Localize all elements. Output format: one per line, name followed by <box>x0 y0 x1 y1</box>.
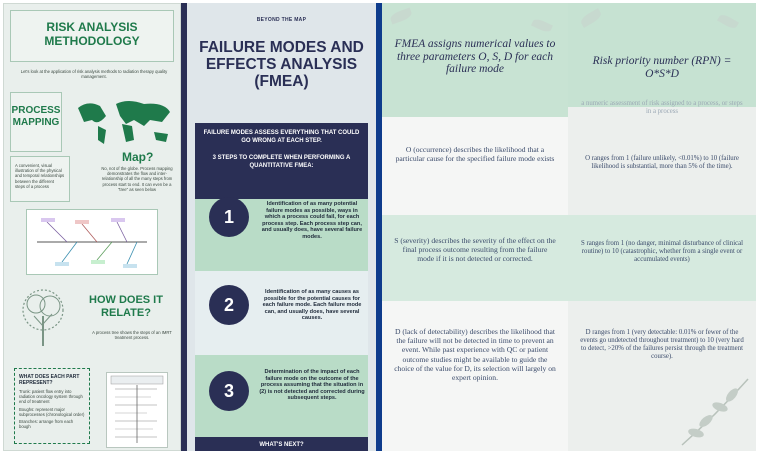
branch-item: Trunk: patient flow entry into radiation oncology system through end of treatment <box>19 389 83 405</box>
risk-analysis-panel <box>3 3 181 451</box>
step-text: Determination of the impact of each failure mode on the outcome of the process assuming that the situation in (2) is not detected and corrected during subsequent steps. <box>259 369 365 402</box>
rpn-title: Risk priority number (RPN) = O*S*D <box>592 55 732 80</box>
methodology-title: RISK ANALYSIS METHODOLOGY <box>44 20 140 48</box>
branch-legend-title: WHAT DOES EACH PART REPRESENT? <box>19 374 80 386</box>
severity-range: S ranges from 1 (no danger, minimal disturbance of clinical routine) to 10 (catastrophic, whether from a single event or accumulated events) <box>580 240 744 263</box>
tree-description: A process tree shows the steps of an IMRT treatment process. <box>92 330 172 341</box>
how-relate-title: HOW DOES IT RELATE? <box>89 294 163 319</box>
process-mapping-title: PROCESS MAPPING <box>11 105 61 128</box>
whats-next: WHAT'S NEXT? <box>195 437 368 451</box>
branch-item: Boughs: represent major subprocesses (chronological order) <box>19 406 85 417</box>
map-description-box <box>10 156 70 202</box>
process-mapping-box <box>10 92 62 152</box>
process-tree-diagram <box>26 209 158 275</box>
steps-intro-box <box>195 123 368 199</box>
detectability-range: D ranges from 1 (very detectable: 0.01% or fewer of the events go undetected throughout treatment) to 10 (very hard to detect, >20% of the failures persist through the treatment course). <box>580 329 744 360</box>
tree-icon <box>14 286 72 350</box>
tree-thumbnail <box>106 372 168 448</box>
map-note: No, not of the globe. Process mapping demonstrates the flow and inter-relationship of all the many steps from process start to end. It can even be a "tree" as seen below <box>101 166 173 192</box>
methodology-box <box>10 10 174 62</box>
assess-text: FAILURE MODES ASSESS EVERYTHING THAT COULD GO WRONG AT EACH STEP. <box>203 130 360 144</box>
rpn-panel <box>568 3 756 451</box>
occurrence-range: O ranges from 1 (failure unlikely, <0.01%) to 10 (failure likelihood is substantial, more than 5% of the time). <box>585 155 739 170</box>
detectability-text: D (lack of detectability) describes the likelihood that the failure will not be detected in time to prevent an event. While past experience with QC or patient outcome studies might be available to guide the choice of the value for D, its selection will largely on expert opinion. <box>394 327 556 383</box>
fmea-title: FAILURE MODES AND EFFECTS ANALYSIS (FMEA) <box>199 39 364 90</box>
leaf-branch-icon <box>676 375 752 447</box>
step-text: Identification of as many potential failure modes as possible, ways in which a process could fail, for each process step. Each process step can, and usually does, have several failure modes. <box>261 201 363 240</box>
process-tree-image <box>27 210 157 274</box>
occurrence-text: O (occurrence) describes the likelihood that a particular cause for the specified failure mode exists <box>395 145 555 164</box>
map-description: A convenient, visual illustration of the physical and temporal relationships between the different steps of a process <box>15 163 65 189</box>
intro-text: Let's look at the application of risk analysis methods to radiation therapy quality management. <box>20 69 168 80</box>
step-number: 1 <box>209 197 249 237</box>
fmea-panel <box>187 3 376 451</box>
branch-item: Branches: arrange from each bough <box>19 419 74 430</box>
tree-thumbnail-image <box>107 373 167 447</box>
step-number: 2 <box>209 285 249 325</box>
map-question: Map? <box>122 150 154 164</box>
fmea-parameters-title: FMEA assigns numerical values to three parameters O, S, D for each failure mode <box>394 38 556 75</box>
severity-text: S (severity) describes the severity of the effect on the final process outcome resulting from the failure mode if it is not detected or corrected. <box>394 236 556 264</box>
step-number: 3 <box>209 371 249 411</box>
steps-heading: 3 STEPS TO COMPLETE WHEN PERFORMING A QUANTITATIVE FMEA: <box>212 155 351 169</box>
beyond-map-header: BEYOND THE MAP <box>256 17 307 23</box>
world-map-icon <box>74 96 174 148</box>
rpn-subtitle: a numeric assessment of risk assigned to a process, or steps in a process <box>581 100 743 115</box>
branch-legend-box <box>14 368 90 444</box>
parameters-panel <box>382 3 568 451</box>
step-text: Identification of as many causes as possible for the potential causes for each failure mode. Each failure mode can, and usually does, have several causes. <box>262 289 362 322</box>
